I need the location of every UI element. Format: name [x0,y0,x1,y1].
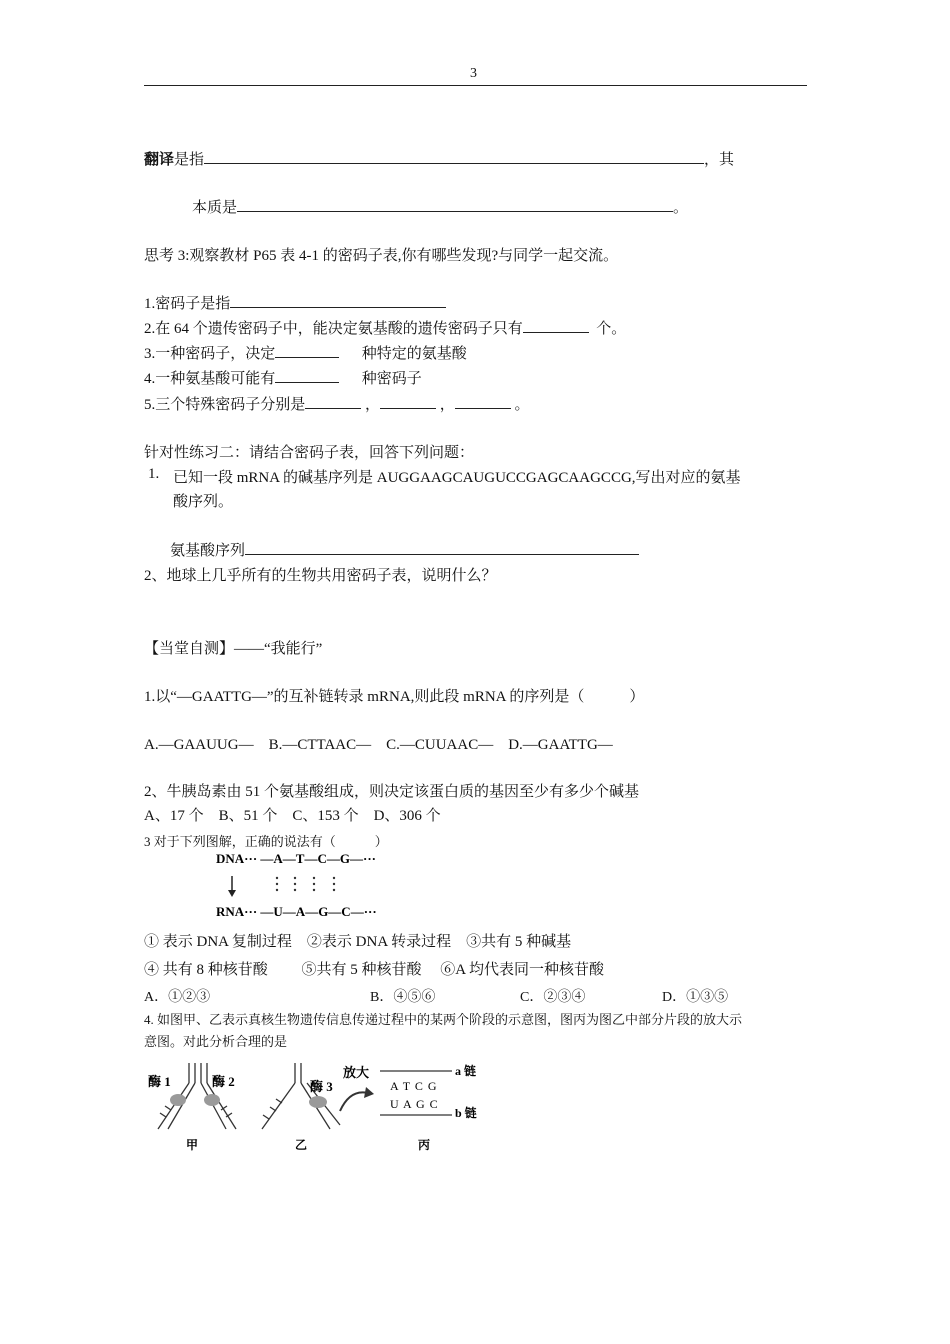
codon-point-5-sep-1: ， [365,397,381,413]
codon-point-2 [144,317,626,338]
practice-2-title: 针对性练习二：请结合密码子表，回答下列问题： [144,445,475,461]
selftest-q4-line-1: 4. 如图甲、乙表示真核生物遗传信息传递过程中的某两个阶段的示意图，图丙为图乙中部分片段的放大示 [144,1012,743,1027]
page-number: 3 [470,66,477,81]
amino-acid-sequence [170,539,639,560]
strand-b-label: b 链 [455,1106,477,1120]
replication-transcription-figure [140,1055,500,1155]
zoom-label: 放大 [343,1065,370,1080]
codon-point-1 [144,292,446,313]
codon-point-4-text: 4.一种氨基酸可能有 [144,371,276,387]
practice-2-q1-line-1: 已知一段 mRNA 的碱基序列是 AUGGAAGCAUGUCCGAGCAAGCCG,写出对应的氨基 [173,470,741,486]
codon-point-5-blank-3 [455,394,511,409]
codon-point-5-text: 5.三个特殊密码子分别是 [144,397,306,413]
selftest-q3-option-a: A．①②③ [144,990,211,1005]
amino-label: 氨基酸序列 [170,543,246,559]
practice-2-q1-number: 1. [148,466,160,482]
strand-b-bases: U A G C [390,1097,439,1111]
codon-point-5 [144,393,530,414]
enzyme-1-label: 酶 1 [148,1074,171,1089]
base-pair-dots [276,877,335,891]
codon-point-4-blank [275,368,339,383]
label-jia: 甲 [186,1138,199,1152]
selftest-q3-option-d: D．①③⑤ [662,990,729,1005]
enzyme-2-label: 酶 2 [212,1074,235,1089]
enzyme-3-label: 酶 3 [310,1079,333,1094]
translation-term: 翻译 [144,152,175,168]
selftest-q4-line-2: 意图。对此分析合理的是 [144,1034,288,1049]
selftest-q3-option-b: B．④⑤⑥ [370,990,436,1005]
codon-point-2-blank [523,318,589,333]
codon-point-4-end: 种密码子 [361,371,422,387]
enzyme-3-shape [309,1096,327,1108]
selftest-q3-statements-2: ④ 共有 8 种核苷酸 ⑤共有 5 种核苷酸 ⑥A 均代表同一种核苷酸 [144,962,605,978]
essence-blank [237,197,673,212]
enzyme-2-shape [204,1094,220,1106]
strand-a-label: a 链 [455,1064,477,1078]
practice-2-q1-line-2: 酸序列。 [173,494,234,510]
dna-strand-text: DNA··· —A—T—C—G—··· [216,851,376,866]
amino-blank [245,540,639,555]
label-bing: 丙 [418,1138,431,1152]
dna-rna-diagram [210,848,380,922]
zoom-arrowhead-icon [364,1087,374,1098]
selftest-q2: 2、牛胰岛素由 51 个氨基酸组成，则决定该蛋白质的基因至少有多少个碱基 [144,784,640,800]
essence-end: 。 [673,200,689,216]
codon-point-3-blank [275,343,339,358]
codon-point-5-end: 。 [514,397,530,413]
codon-point-5-sep-2: ， [439,397,455,413]
selftest-q2-options: A、17 个 B、51 个 C、153 个 D、306 个 [144,808,441,824]
translation-definition [144,148,734,169]
figure-yi [262,1063,340,1129]
selftest-q3-statements-1: ① 表示 DNA 复制过程 ②表示 DNA 转录过程 ③共有 5 种碱基 [144,934,572,950]
strand-a-bases: A T C G [390,1079,438,1093]
codon-point-1-blank [230,293,446,308]
codon-point-3 [144,342,467,363]
enzyme-1-shape [170,1094,186,1106]
think-3: 思考 3:观察教材 P65 表 4-1 的密码子表,你有哪些发现?与同学一起交流。 [144,248,619,264]
selftest-q3-option-c: C．②③④ [520,990,586,1005]
essence-label: 本质是 [192,200,238,216]
codon-point-2-end: 个。 [596,321,627,337]
selftest-title: 【当堂自测】——“我能行” [144,641,323,657]
down-arrow-icon [228,890,236,897]
codon-point-2-text: 2.在 64 个遗传密码子中，能决定氨基酸的遗传密码子只有 [144,321,523,337]
codon-point-3-end: 种特定的氨基酸 [361,346,467,362]
codon-point-4 [144,367,422,388]
translation-blank [204,149,704,164]
rna-strand-text: RNA··· —U—A—G—C—··· [216,904,377,919]
codon-point-5-blank-1 [305,394,361,409]
selftest-q1-options: A.—GAAUUG— B.—CTTAAC— C.—CUUAAC— D.—GAATTG— [144,737,613,753]
codon-point-5-blank-2 [380,394,436,409]
label-yi: 乙 [295,1138,308,1152]
header-rule [144,85,807,86]
selftest-q1: 1.以“—GAATTG—”的互补链转录 mRNA,则此段 mRNA 的序列是（ ） [144,689,645,705]
codon-point-1-text: 1.密码子是指 [144,296,231,312]
zoom-arrow-icon [340,1092,368,1111]
codon-point-3-text: 3.一种密码子，决定 [144,346,276,362]
translation-essence [192,196,688,217]
figure-jia [158,1063,236,1129]
translation-tail: ，其 [704,152,735,168]
translation-is-defined: 是指 [174,152,205,168]
selftest-q3: 3 对于下列图解，正确的说法有（ ） [144,834,388,849]
practice-2-q2: 2、地球上几乎所有的生物共用密码子表，说明什么？ [144,568,497,584]
